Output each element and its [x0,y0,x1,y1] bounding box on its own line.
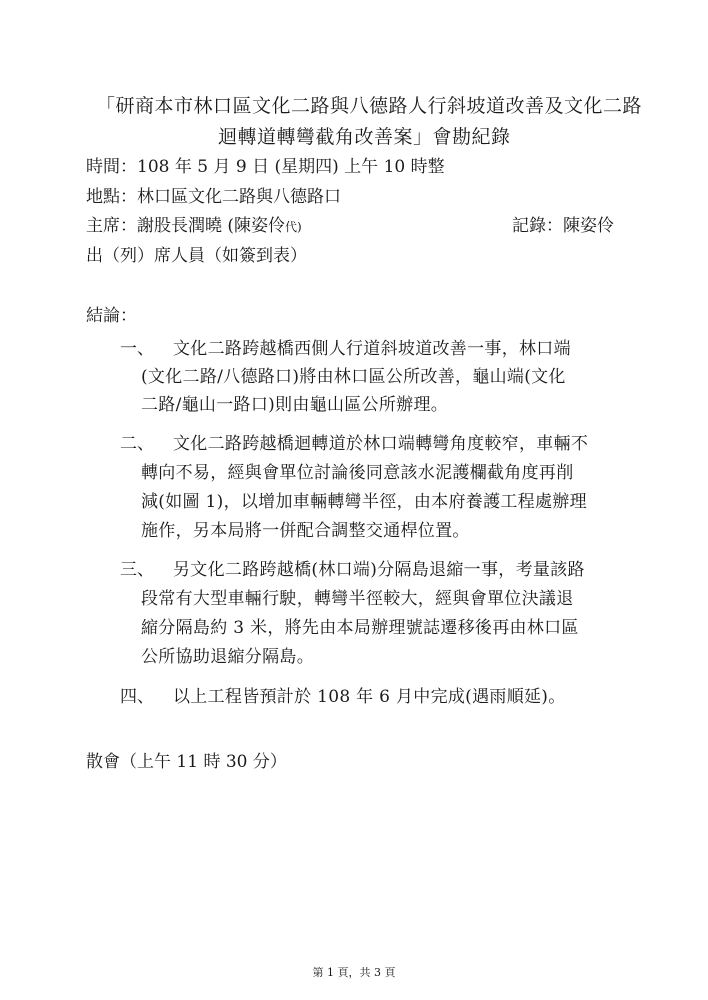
conclusion-label: 結論： [86,306,137,326]
document-title-line-2: 迴轉道轉彎截角改善案」會勘紀錄 [218,126,511,148]
meeting-location: 地點：林口區文化二路與八德路口 [86,187,341,207]
meeting-attendees: 出（列）席人員（如簽到表） [86,246,307,266]
page-footer: 第 1 頁，共 3 頁 [312,966,396,979]
item-line: 文化二路跨越橋迴轉道於林口端轉彎角度較窄，車輛不 [173,434,589,454]
chair-suffix: 代) [285,220,302,234]
document-title-line-1: 「研商本市林口區文化二路與八德路人行斜坡道改善及文化二路 [96,95,643,117]
item-line: 轉向不易，經與會單位討論後同意該水泥護欄截角度再削 [141,463,574,483]
meeting-chair [86,211,302,236]
meeting-recorder: 記錄：陳姿伶 [512,216,614,236]
item-number: 二、 [120,434,154,454]
adjourn-note: 散會（上午 11 時 30 分） [86,752,287,772]
item-line: 施作，另本局將一併配合調整交通桿位置。 [141,521,470,541]
chair-label: 主席：謝股長潤曉 (陳姿伶 [86,216,286,236]
item-number: 一、 [120,339,154,359]
meeting-time: 時間：108 年 5 月 9 日 (星期四) 上午 10 時整 [86,157,445,177]
item-line: (文化二路/八德路口)將由林口區公所改善，龜山端(文化 [141,367,566,387]
item-line: 二路/龜山一路口)則由龜山區公所辦理。 [141,395,449,415]
item-line: 公所協助退縮分隔島。 [141,647,314,667]
item-line: 以上工程皆預計於 108 年 6 月中完成(遇雨順延)。 [173,687,566,707]
item-line: 段常有大型車輛行駛，轉彎半徑較大，經與會單位決議退 [141,589,574,609]
item-number: 三、 [120,560,154,580]
item-number: 四、 [120,687,154,707]
item-line: 另文化二路跨越橋(林口端)分隔島退縮一事，考量該路 [173,560,585,580]
item-line: 縮分隔島約 3 米，將先由本局辦理號誌遷移後再由林口區 [141,618,579,638]
item-line: 文化二路跨越橋西側人行道斜坡道改善一事，林口端 [173,339,571,359]
item-line: 減(如圖 1)，以增加車輛轉彎半徑，由本府養護工程處辦理 [141,492,587,512]
